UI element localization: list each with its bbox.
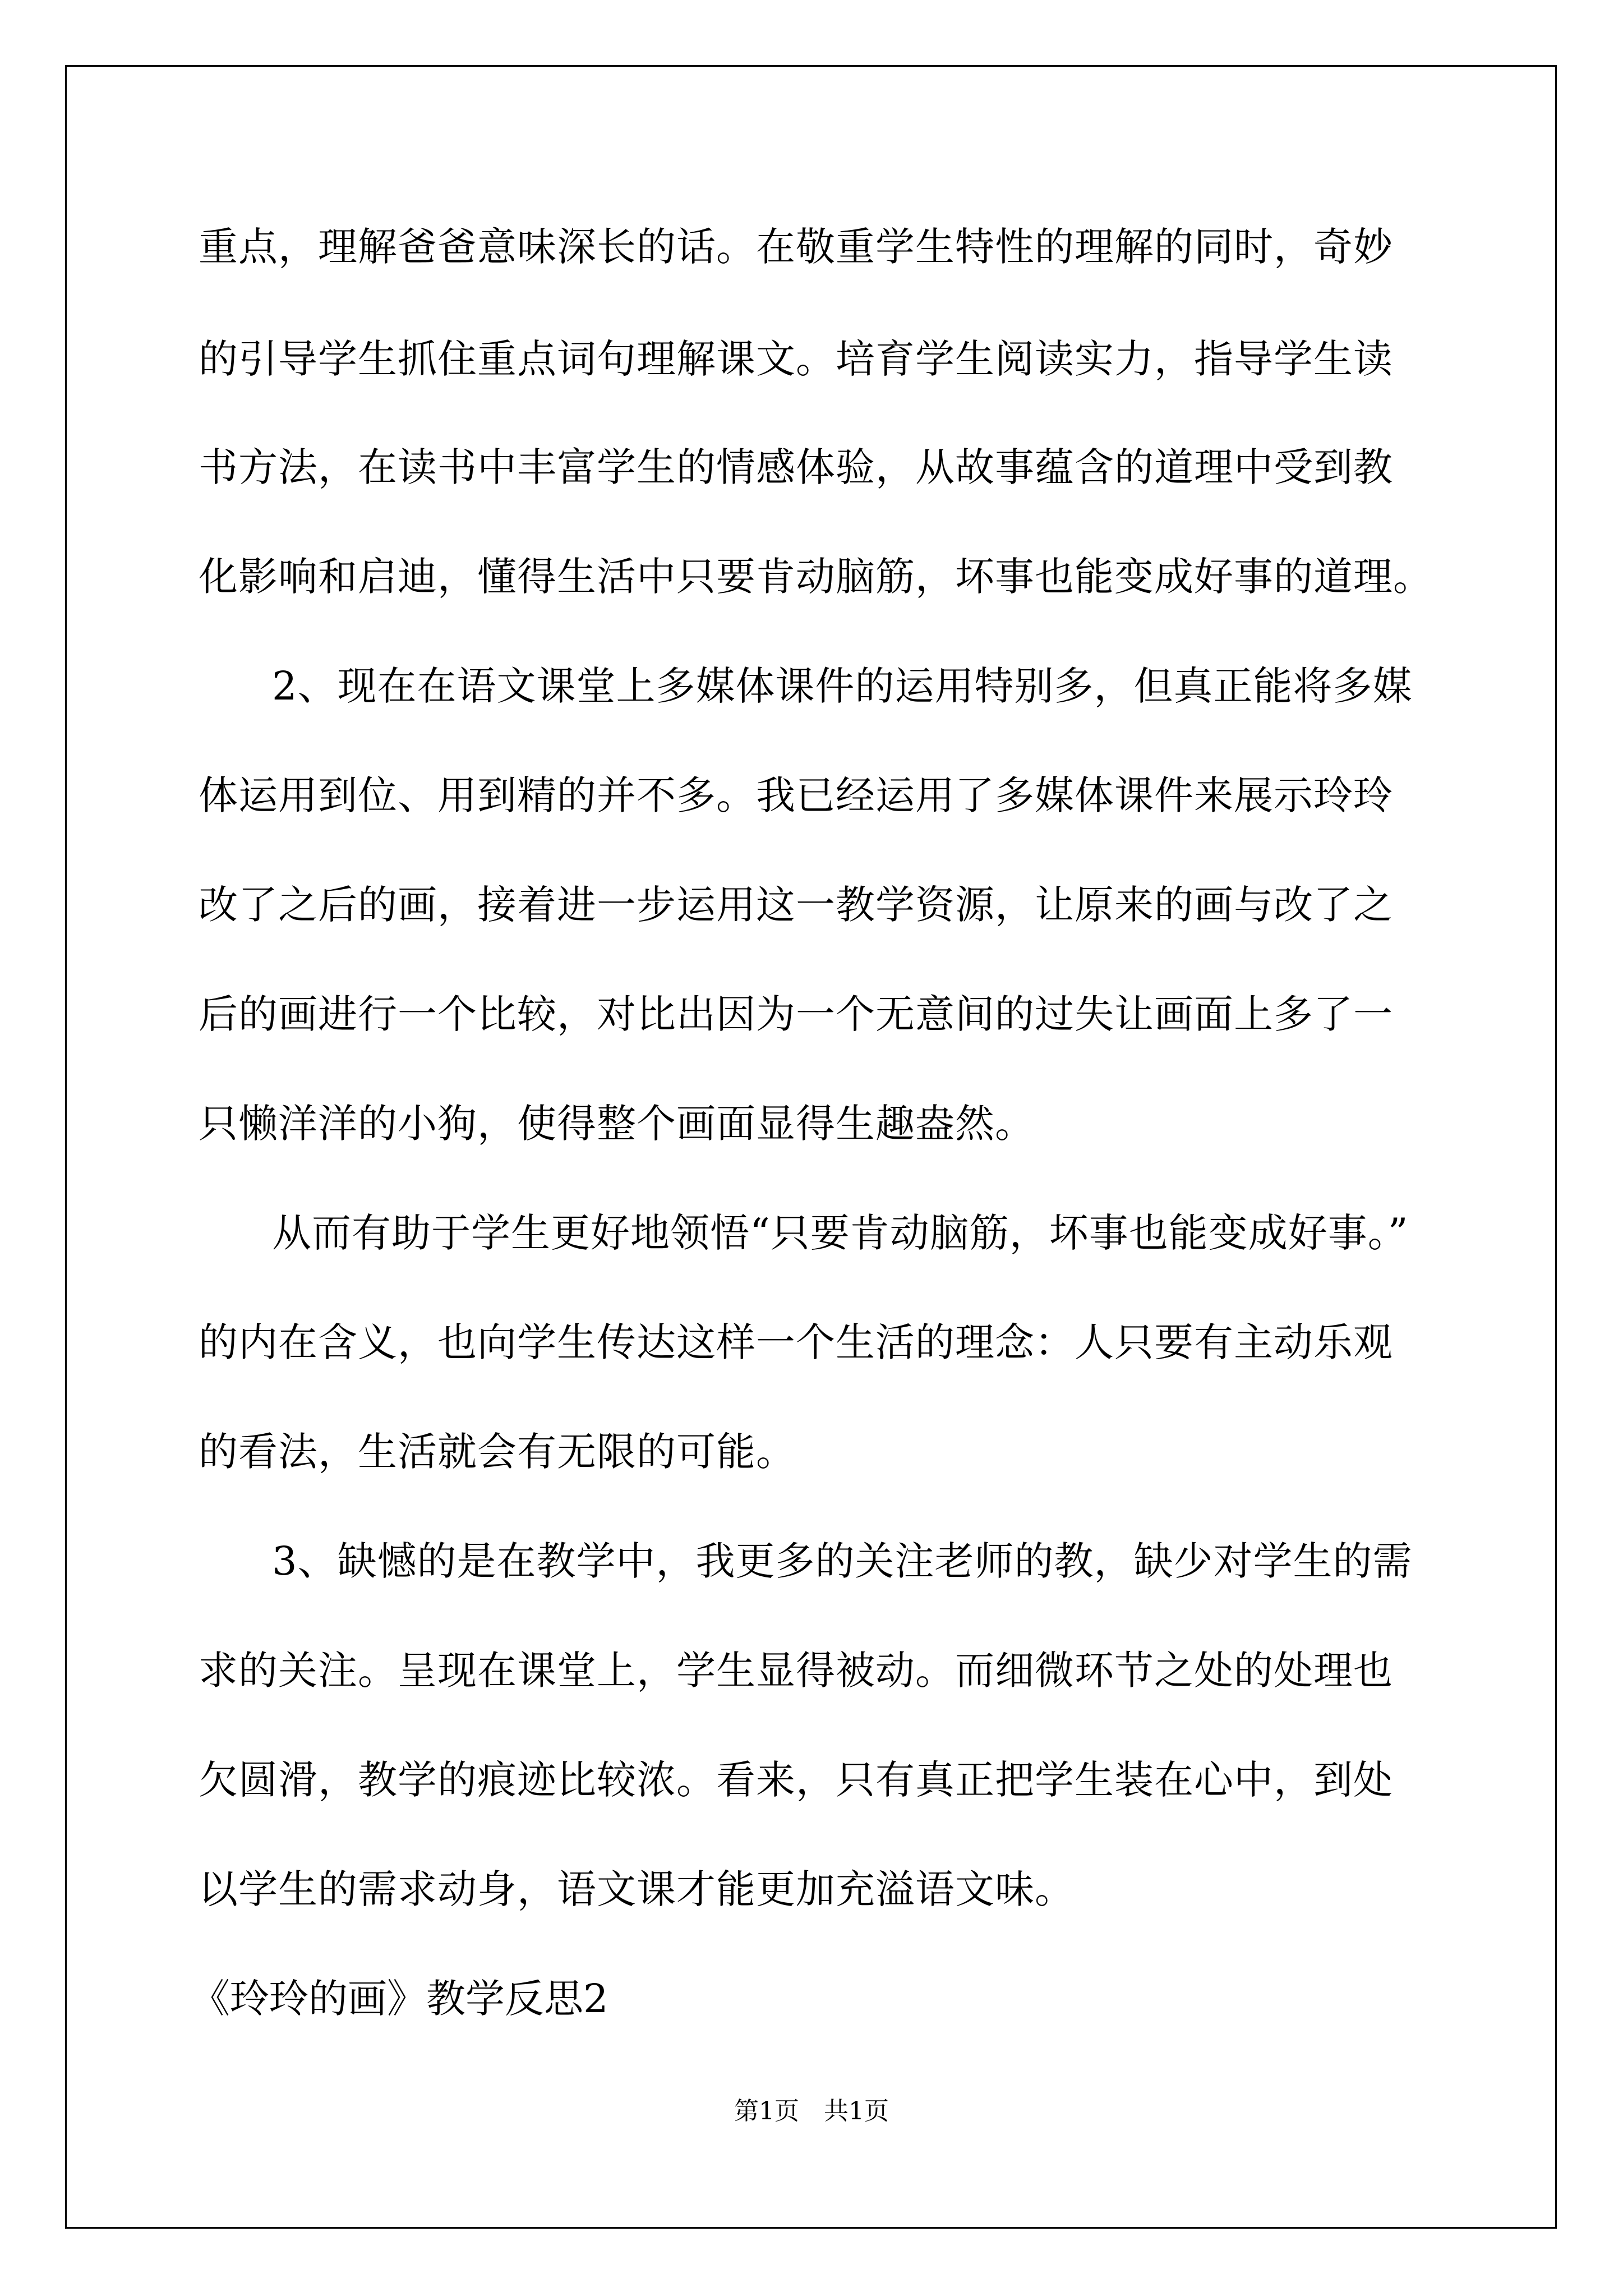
- body-line-10: 从而有助于学生更好地领悟“只要肯动脑筋，坏事也能变成好事。”: [272, 1210, 1409, 1256]
- body-line-8: 后的画进行一个比较，对比出因为一个无意间的过失让画面上多了一: [199, 991, 1393, 1037]
- body-line-11: 的内在含义，也向学生传达这样一个生活的理念：人只要有主动乐观: [199, 1319, 1393, 1365]
- body-line-4: 化影响和启迪，懂得生活中只要肯动脑筋，坏事也能变成好事的道理。: [199, 554, 1433, 600]
- body-line-3: 书方法，在读书中丰富学生的情感体验，从故事蕴含的道理中受到教: [199, 444, 1393, 490]
- body-line-12: 的看法，生活就会有无限的可能。: [199, 1429, 796, 1475]
- body-line-6: 体运用到位、用到精的并不多。我已经运用了多媒体课件来展示玲玲: [199, 772, 1393, 818]
- body-line-15: 欠圆滑，教学的痕迹比较浓。看来，只有真正把学生装在心中，到处: [199, 1757, 1393, 1803]
- body-line-13: 3、缺憾的是在教学中，我更多的关注老师的教，缺少对学生的需: [272, 1538, 1413, 1584]
- body-line-2: 的引导学生抓住重点词句理解课文。培育学生阅读实力，指导学生读: [199, 336, 1393, 382]
- body-line-1: 重点，理解爸爸意味深长的话。在敬重学生特性的理解的同时，奇妙: [199, 224, 1393, 270]
- section-heading: 《玲玲的画》教学反思2: [191, 1976, 608, 2022]
- body-line-14: 求的关注。呈现在课堂上，学生显得被动。而细微环节之处的处理也: [199, 1648, 1393, 1694]
- page-footer: 第1页 共1页: [734, 2097, 889, 2125]
- body-line-5: 2、现在在语文课堂上多媒体课件的运用特别多，但真正能将多媒: [272, 663, 1413, 709]
- body-line-16: 以学生的需求动身，语文课才能更加充溢语文味。: [199, 1866, 1075, 1912]
- body-line-9: 只懒洋洋的小狗，使得整个画面显得生趣盎然。: [199, 1101, 1035, 1147]
- body-line-7: 改了之后的画，接着进一步运用这一教学资源，让原来的画与改了之: [199, 882, 1393, 928]
